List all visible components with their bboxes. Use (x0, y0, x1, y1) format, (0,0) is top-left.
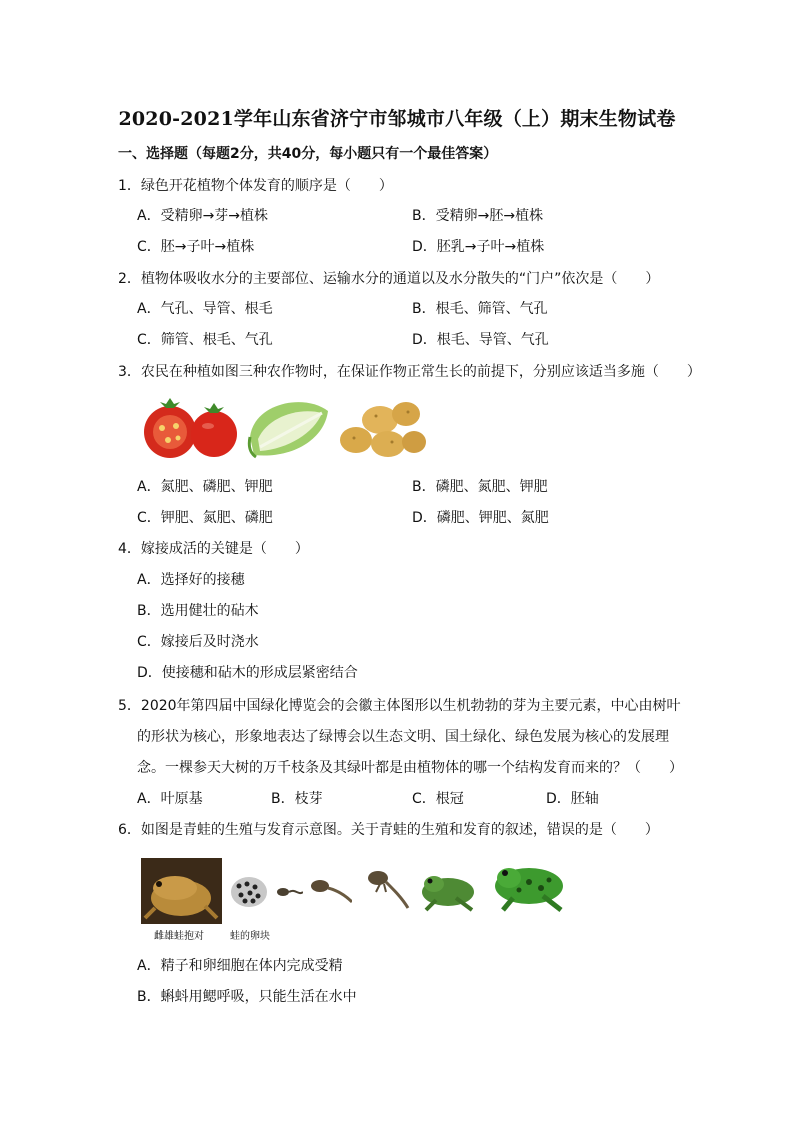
question-1-option-a: A．受精卵→芽→植株 (137, 208, 269, 224)
question-2-option-c: C．筛管、根毛、气孔 (137, 332, 273, 348)
question-3-option-d: D．磷肥、钾肥、氮肥 (412, 510, 549, 526)
question-3-option-c: C．钾肥、氮肥、磷肥 (137, 510, 273, 526)
question-4-option-c: C．嫁接后及时浇水 (137, 634, 259, 650)
question-2-stem: 2．植物体吸收水分的主要部位、运输水分的通道以及水分散失的“门户”依次是（ ） (118, 271, 660, 287)
question-3-stem: 3．农民在种植如图三种农作物时，在保证作物正常生长的前提下，分别应该适当多施（ ） (118, 364, 701, 380)
question-5-option-b: B．枝芽 (271, 791, 323, 807)
question-5-option-d: D．胚轴 (546, 791, 599, 807)
tomato-image (140, 392, 240, 464)
tadpole-with-legs-image (362, 864, 410, 910)
question-2-option-d: D．根毛、导管、气孔 (412, 332, 549, 348)
tadpole-early-image (273, 880, 303, 904)
froglet-image (416, 868, 484, 914)
question-3-option-b: B．磷肥、氮肥、钾肥 (412, 479, 548, 495)
section-heading: 一、选择题（每题2分，共40分，每小题只有一个最佳答案） (118, 146, 498, 162)
question-6-option-a: A．精子和卵细胞在体内完成受精 (137, 958, 343, 974)
cabbage-image (244, 393, 332, 463)
frog-spawn-image (227, 874, 271, 910)
question-5-stem-line-2: 的形状为核心，形象地表达了绿博会以生态文明、国土绿化、绿色发展为核心的发展理 (137, 729, 669, 745)
question-1-option-d: D．胚乳→子叶→植株 (412, 239, 545, 255)
question-4-option-d: D．使接穗和砧木的形成层紧密结合 (137, 665, 358, 681)
potato-image (336, 394, 428, 462)
frog-mating-image (141, 858, 222, 924)
question-3-option-a: A．氮肥、磷肥、钾肥 (137, 479, 273, 495)
frog-spawn-caption: 蛙的卵块 (230, 931, 270, 942)
question-5-option-a: A．叶原基 (137, 791, 203, 807)
question-4-option-a: A．选择好的接穗 (137, 572, 245, 588)
question-1-option-b: B．受精卵→胚→植株 (412, 208, 544, 224)
tadpole-image (306, 872, 352, 906)
frog-mating-caption: 雌雄蛙抱对 (154, 931, 204, 942)
question-6-option-b: B．蝌蚪用鳃呼吸，只能生活在水中 (137, 989, 357, 1005)
question-5-option-c: C．根冠 (412, 791, 464, 807)
question-1-stem: 1．绿色开花植物个体发育的顺序是（ ） (118, 178, 393, 194)
adult-frog-image (489, 858, 569, 914)
question-5-stem-line-1: 5．2020年第四届中国绿化博览会的会徽主体图形以生机勃勃的芽为主要元素，中心由树叶 (118, 698, 681, 714)
question-4-stem: 4．嫁接成活的关键是（ ） (118, 541, 309, 557)
question-2-option-b: B．根毛、筛管、气孔 (412, 301, 548, 317)
question-6-stem: 6．如图是青蛙的生殖与发育示意图。关于青蛙的生殖和发育的叙述，错误的是（ ） (118, 822, 659, 838)
question-5-stem-line-3: 念。一棵参天大树的万千枝条及其绿叶都是由植物体的哪一个结构发育而来的？（ ） (137, 760, 683, 776)
page-title: 2020-2021学年山东省济宁市邹城市八年级（上）期末生物试卷 (118, 108, 676, 130)
question-2-option-a: A．气孔、导管、根毛 (137, 301, 273, 317)
question-4-option-b: B．选用健壮的砧木 (137, 603, 259, 619)
question-1-option-c: C．胚→子叶→植株 (137, 239, 255, 255)
